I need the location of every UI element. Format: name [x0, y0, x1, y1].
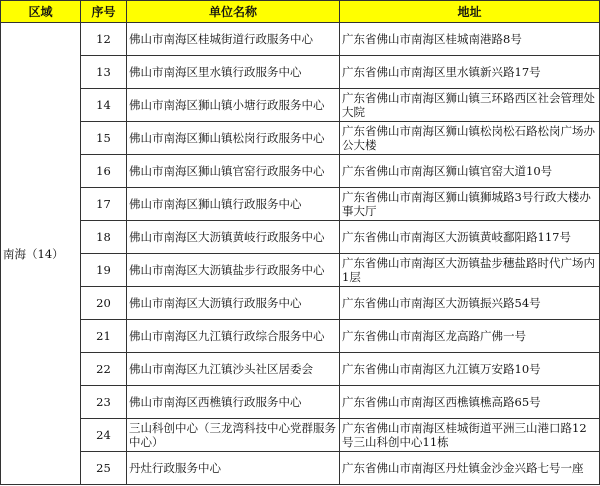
address-cell: 广东省佛山市南海区大沥镇黄岐鄱阳路117号: [340, 221, 600, 254]
address-cell: 广东省佛山市南海区狮山镇松岗松石路松岗广场办公大楼: [340, 122, 600, 155]
header-unit-name: 单位名称: [127, 1, 340, 23]
address-cell: 广东省佛山市南海区里水镇新兴路17号: [340, 56, 600, 89]
unit-name-cell: 佛山市南海区狮山镇官窑行政服务中心: [127, 155, 340, 188]
seq-cell: 25: [81, 452, 127, 485]
seq-cell: 20: [81, 287, 127, 320]
seq-cell: 22: [81, 353, 127, 386]
table-row: [1, 122, 600, 155]
seq-cell: 23: [81, 386, 127, 419]
address-cell: 广东省佛山市南海区丹灶镇金沙金兴路七号一座: [340, 452, 600, 485]
table-row: [1, 419, 600, 452]
header-seq: 序号: [81, 1, 127, 23]
unit-name-cell: 佛山市南海区九江镇沙头社区居委会: [127, 353, 340, 386]
seq-cell: 13: [81, 56, 127, 89]
address-cell: 广东省佛山市南海区西樵镇樵高路65号: [340, 386, 600, 419]
table-row: [1, 155, 600, 188]
unit-name-cell: 佛山市南海区狮山镇小塘行政服务中心: [127, 89, 340, 122]
header-region: 区域: [1, 1, 81, 23]
seq-cell: 24: [81, 419, 127, 452]
address-cell: 广东省佛山市南海区大沥镇振兴路54号: [340, 287, 600, 320]
table-row: [1, 188, 600, 221]
address-cell: 广东省佛山市南海区狮山镇官窑大道10号: [340, 155, 600, 188]
table-row: [1, 386, 600, 419]
table-row: [1, 221, 600, 254]
address-cell: 广东省佛山市南海区桂城街道平洲三山港口路12号三山科创中心11栋: [340, 419, 600, 452]
address-cell: 广东省佛山市南海区龙高路广佛一号: [340, 320, 600, 353]
address-cell: 广东省佛山市南海区九江镇万安路10号: [340, 353, 600, 386]
unit-name-cell: 佛山市南海区九江镇行政综合服务中心: [127, 320, 340, 353]
header-address: 地址: [340, 1, 600, 23]
seq-cell: 18: [81, 221, 127, 254]
seq-cell: 14: [81, 89, 127, 122]
table-row: [1, 320, 600, 353]
seq-cell: 19: [81, 254, 127, 287]
unit-name-cell: 佛山市南海区大沥镇行政服务中心: [127, 287, 340, 320]
address-cell: 广东省佛山市南海区桂城南港路8号: [340, 23, 600, 56]
unit-name-cell: 佛山市南海区桂城街道行政服务中心: [127, 23, 340, 56]
unit-name-cell: 佛山市南海区大沥镇盐步行政服务中心: [127, 254, 340, 287]
seq-cell: 15: [81, 122, 127, 155]
unit-name-cell: 佛山市南海区大沥镇黄岐行政服务中心: [127, 221, 340, 254]
unit-name-cell: 佛山市南海区狮山镇松岗行政服务中心: [127, 122, 340, 155]
table-header-row: [1, 1, 600, 23]
unit-name-cell: 佛山市南海区里水镇行政服务中心: [127, 56, 340, 89]
address-cell: 广东省佛山市南海区狮山镇三环路西区社会管理处大院: [340, 89, 600, 122]
address-cell: 广东省佛山市南海区大沥镇盐步穗盐路时代广场内1层: [340, 254, 600, 287]
table-row: [1, 89, 600, 122]
table-row: [1, 353, 600, 386]
seq-cell: 17: [81, 188, 127, 221]
seq-cell: 21: [81, 320, 127, 353]
table-row: [1, 23, 600, 56]
table-row: [1, 56, 600, 89]
unit-name-cell: 丹灶行政服务中心: [127, 452, 340, 485]
unit-name-cell: 佛山市南海区西樵镇行政服务中心: [127, 386, 340, 419]
seq-cell: 16: [81, 155, 127, 188]
address-cell: 广东省佛山市南海区狮山镇狮城路3号行政大楼办事大厅: [340, 188, 600, 221]
region-cell: 南海（14）: [1, 23, 81, 485]
table-row: [1, 452, 600, 485]
table-row: [1, 287, 600, 320]
unit-name-cell: 三山科创中心（三龙湾科技中心党群服务中心）: [127, 419, 340, 452]
unit-name-cell: 佛山市南海区狮山镇行政服务中心: [127, 188, 340, 221]
table-row: [1, 254, 600, 287]
seq-cell: 12: [81, 23, 127, 56]
